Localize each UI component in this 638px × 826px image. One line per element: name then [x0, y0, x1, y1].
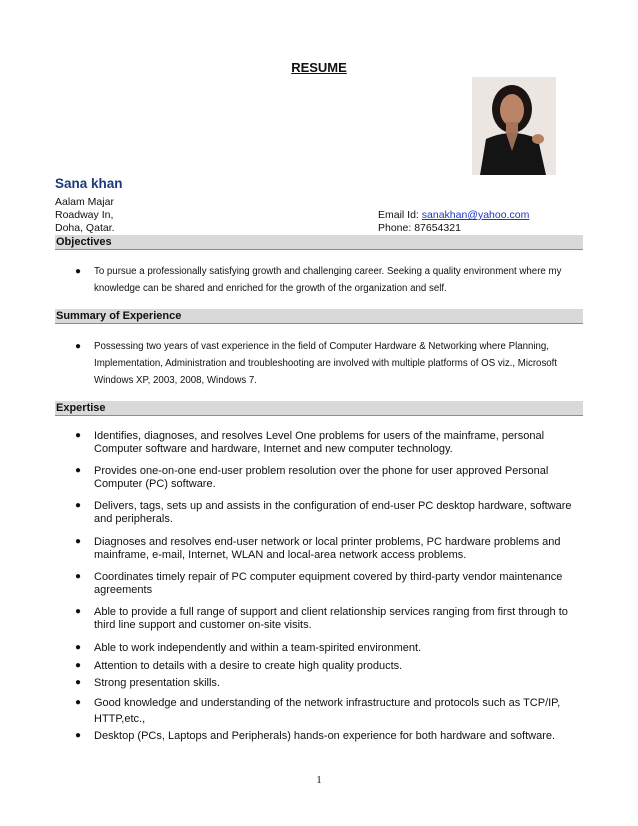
list-item-text: Good knowledge and understanding of the network infrastructure and protocols such as TCP/IP, HTTP,etc.,	[94, 696, 561, 725]
bullet-icon: ●	[75, 659, 82, 671]
list-item-text: Able to work independently and within a team-spirited environment.	[94, 642, 422, 654]
list-item	[72, 642, 572, 655]
list-item	[72, 500, 572, 525]
list-item-text: To pursue a professionally satisfying growth and challenging career. Seeking a quality environment where my knowledge can be shared and enriched for the growth of the organization and self.	[94, 266, 562, 294]
list-item	[72, 571, 572, 596]
profile-photo-image	[472, 77, 556, 175]
list-item-text: Desktop (PCs, Laptops and Peripherals) hands-on experience for both hardware and software.	[94, 729, 556, 742]
email-link[interactable]: sanakhan@yahoo.com	[421, 209, 530, 221]
list-item-text: Provides one-on-one end-user problem resolution over the phone for user approved Personal Computer (PC) software.	[94, 465, 549, 490]
list-item	[72, 695, 572, 727]
objectives-list	[72, 263, 572, 297]
expertise-list	[72, 430, 572, 742]
list-item-text: Able to provide a full range of support and client relationship services ranging from first through to third line support and customer on-site visits.	[94, 606, 568, 631]
bullet-icon: ●	[75, 430, 82, 441]
list-item	[72, 660, 572, 673]
bullet-icon: ●	[75, 500, 82, 511]
expertise-heading: Expertise	[56, 402, 106, 414]
address-line-2: Roadway In,	[55, 209, 114, 221]
summary-list	[72, 338, 572, 389]
list-item	[72, 606, 572, 631]
list-item	[72, 465, 572, 490]
list-item-text: Coordinates timely repair of PC computer equipment covered by third-party vendor maintenance agreements	[94, 571, 563, 596]
address-line-1: Aalam Majar	[55, 196, 114, 208]
list-item	[72, 730, 572, 743]
objectives-header	[55, 235, 583, 250]
summary-header	[55, 309, 583, 324]
list-item-text: Identifies, diagnoses, and resolves Level One problems for users of the mainframe, personal Computer software and hardware, Internet and new computer technology.	[94, 430, 545, 455]
document-title: RESUME	[291, 60, 347, 75]
objectives-heading: Objectives	[56, 236, 112, 248]
page-number: 1	[316, 774, 322, 786]
list-item	[72, 677, 572, 690]
bullet-icon: ●	[75, 696, 82, 708]
list-item	[72, 536, 572, 561]
list-item-text: Delivers, tags, sets up and assists in the configuration of end-user PC desktop hardware, software and peripherals.	[94, 500, 572, 525]
bullet-icon: ●	[75, 606, 82, 617]
expertise-header	[55, 401, 583, 416]
bullet-icon: ●	[75, 571, 82, 582]
bullet-icon: ●	[75, 341, 82, 352]
bullet-icon: ●	[75, 266, 82, 277]
candidate-name: Sana khan	[55, 176, 123, 191]
profile-photo	[472, 77, 556, 175]
bullet-icon: ●	[75, 729, 82, 741]
list-item-text: Possessing two years of vast experience in the field of Computer Hardware & Networking where Planning, Implementation, Administration and troubleshooting are involved with multiple platforms of OS viz., Microsoft Windows XP, 2003, 2008, Windows 7.	[94, 341, 558, 386]
email-line	[378, 209, 529, 221]
list-item-text: Attention to details with a desire to create high quality products.	[94, 659, 403, 672]
bullet-icon: ●	[75, 465, 82, 476]
email-label: Email Id:	[378, 209, 422, 221]
list-item	[72, 263, 572, 297]
list-item-text: Strong presentation skills.	[94, 677, 220, 689]
summary-heading: Summary of Experience	[56, 310, 182, 322]
list-item	[72, 338, 572, 389]
list-item	[72, 430, 572, 455]
bullet-icon: ●	[75, 642, 82, 653]
address-line-3: Doha, Qatar.	[55, 222, 115, 234]
list-item-text: Diagnoses and resolves end-user network or local printer problems, PC hardware problems and mainframe, e-mail, Internet, WLAN and local-area network access problems.	[94, 536, 561, 561]
bullet-icon: ●	[75, 536, 82, 547]
bullet-icon: ●	[75, 677, 82, 688]
phone-line: Phone: 87654321	[378, 222, 461, 234]
